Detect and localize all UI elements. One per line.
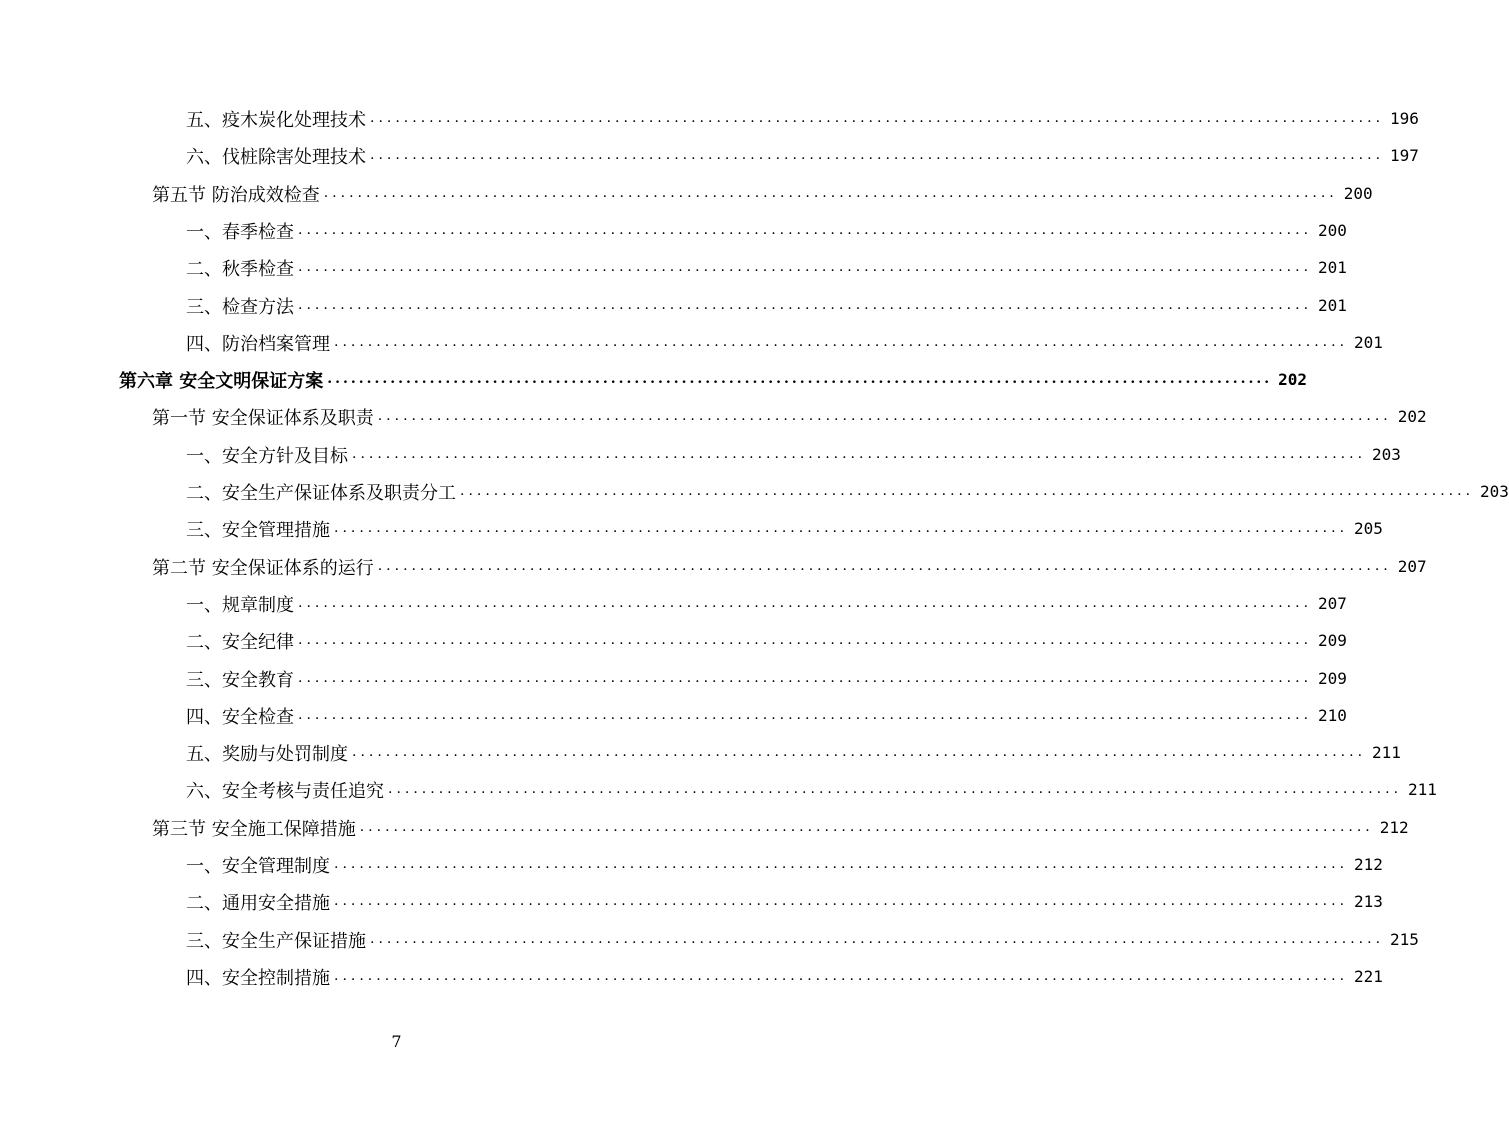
toc-entry-page: 200 (1343, 184, 1373, 203)
toc-entry[interactable] (186, 660, 1347, 697)
dot-leader: ........................................................................................................................ (370, 110, 1385, 126)
toc-entry-title: 第三节 安全施工保障措施 (152, 818, 356, 840)
toc-entry[interactable] (186, 510, 1383, 547)
toc-entry-page: 207 (1318, 594, 1347, 613)
toc-entry-title: 四、安全控制措施 (186, 967, 330, 989)
page-number: 7 (391, 1032, 402, 1051)
toc-entry-title: 四、防治档案管理 (186, 333, 330, 355)
toc-entry[interactable] (186, 100, 1419, 137)
toc-entry[interactable] (186, 212, 1347, 249)
toc-entry-page: 202 (1397, 407, 1427, 426)
toc-entry[interactable] (186, 287, 1347, 324)
toc-entry[interactable] (186, 324, 1383, 361)
toc-entry-page: 210 (1318, 706, 1347, 725)
dot-leader: ........................................................................................................................ (334, 856, 1349, 872)
toc-entry-title: 三、安全教育 (186, 669, 294, 691)
toc-entry-page: 196 (1390, 109, 1419, 128)
toc-entry-title: 一、春季检查 (186, 221, 294, 243)
dot-leader: ........................................................................................................................ (388, 781, 1403, 797)
toc-entry-title: 五、奖励与处罚制度 (186, 743, 348, 765)
toc-entry-title: 一、安全管理制度 (186, 855, 330, 877)
toc-entry[interactable] (186, 883, 1383, 920)
toc-entry-page: 209 (1318, 669, 1347, 688)
dot-leader: ........................................................................................................................ (352, 744, 1367, 760)
toc-entry-page: 215 (1390, 930, 1419, 949)
toc-entry[interactable] (186, 473, 1509, 510)
toc-entry-title: 第一节 安全保证体系及职责 (152, 407, 374, 429)
dot-leader: ........................................................................................................................ (460, 483, 1475, 499)
toc-entry-page: 212 (1379, 818, 1409, 837)
dot-leader: ........................................................................................................................ (298, 222, 1313, 238)
dot-leader: ........................................................................................................................ (370, 147, 1385, 163)
toc-entry-title: 五、疫木炭化处理技术 (186, 109, 366, 131)
dot-leader: ........................................................................................................................ (327, 371, 1273, 387)
toc-entry-title: 第二节 安全保证体系的运行 (152, 557, 374, 579)
toc-entry-page: 205 (1354, 519, 1383, 538)
toc-entry-page: 221 (1354, 967, 1383, 986)
dot-leader: ........................................................................................................................ (377, 408, 1392, 424)
toc-entry[interactable] (186, 249, 1347, 286)
toc-entry-title: 二、安全生产保证体系及职责分工 (186, 482, 456, 504)
toc-entry[interactable] (186, 846, 1383, 883)
toc-entry-page: 213 (1354, 892, 1383, 911)
toc-entry-page: 200 (1318, 221, 1347, 240)
dot-leader: ........................................................................................................................ (370, 931, 1385, 947)
toc-entry[interactable] (186, 585, 1347, 622)
toc-entry-title: 六、伐桩除害处理技术 (186, 146, 366, 168)
toc-entry-title: 一、安全方针及目标 (186, 445, 348, 467)
toc-entry-page: 201 (1354, 333, 1383, 352)
toc-entry[interactable] (186, 697, 1347, 734)
dot-leader: ........................................................................................................................ (377, 558, 1392, 574)
toc-entry[interactable] (186, 921, 1419, 958)
toc-entry[interactable] (186, 958, 1383, 995)
toc-entry[interactable] (186, 436, 1401, 473)
dot-leader: ........................................................................................................................ (298, 259, 1313, 275)
dot-leader: ........................................................................................................................ (298, 670, 1313, 686)
dot-leader: ........................................................................................................................ (352, 446, 1367, 462)
toc-entry-title: 二、安全纪律 (186, 631, 294, 653)
toc-entry[interactable] (186, 622, 1347, 659)
toc-entry-page: 203 (1372, 445, 1401, 464)
toc-entry-title: 四、安全检查 (186, 706, 294, 728)
dot-leader: ........................................................................................................................ (359, 819, 1374, 835)
toc-entry-title: 二、秋季检查 (186, 258, 294, 280)
toc-entry[interactable] (152, 398, 1427, 435)
dot-leader: ........................................................................................................................ (334, 520, 1349, 536)
toc-entry-page: 197 (1390, 146, 1419, 165)
dot-leader: ........................................................................................................................ (334, 334, 1349, 350)
toc-entry-title: 第六章 安全文明保证方案 (119, 370, 324, 392)
dot-leader: ........................................................................................................................ (323, 185, 1338, 201)
toc-entry-title: 三、安全管理措施 (186, 519, 330, 541)
toc-entry-title: 三、检查方法 (186, 296, 294, 318)
toc-entry-title: 六、安全考核与责任追究 (186, 780, 384, 802)
toc-entry[interactable] (152, 548, 1427, 585)
dot-leader: ........................................................................................................................ (298, 632, 1313, 648)
toc-entry[interactable] (152, 175, 1373, 212)
toc-entry-title: 第五节 防治成效检查 (152, 184, 320, 206)
dot-leader: ........................................................................................................................ (298, 707, 1313, 723)
toc-entry-page: 201 (1318, 296, 1347, 315)
toc-entry[interactable] (186, 137, 1419, 174)
toc-entry-page: 209 (1318, 631, 1347, 650)
toc-entry-page: 207 (1397, 557, 1427, 576)
toc-entry-page: 211 (1408, 780, 1437, 799)
dot-leader: ........................................................................................................................ (298, 297, 1313, 313)
toc-entry[interactable] (186, 734, 1401, 771)
toc-entry-page: 211 (1372, 743, 1401, 762)
dot-leader: ........................................................................................................................ (298, 595, 1313, 611)
toc-entry-page: 203 (1480, 482, 1509, 501)
toc-entry[interactable] (152, 809, 1409, 846)
toc-entry-title: 一、规章制度 (186, 594, 294, 616)
toc-entry-page: 201 (1318, 258, 1347, 277)
toc-entry[interactable] (186, 771, 1437, 808)
toc-entry-title: 二、通用安全措施 (186, 892, 330, 914)
toc-entry-title: 三、安全生产保证措施 (186, 930, 366, 952)
dot-leader: ........................................................................................................................ (334, 968, 1349, 984)
toc-entry[interactable] (119, 361, 1308, 398)
dot-leader: ........................................................................................................................ (334, 893, 1349, 909)
toc-entry-page: 212 (1354, 855, 1383, 874)
toc-entry-page: 202 (1278, 370, 1308, 389)
